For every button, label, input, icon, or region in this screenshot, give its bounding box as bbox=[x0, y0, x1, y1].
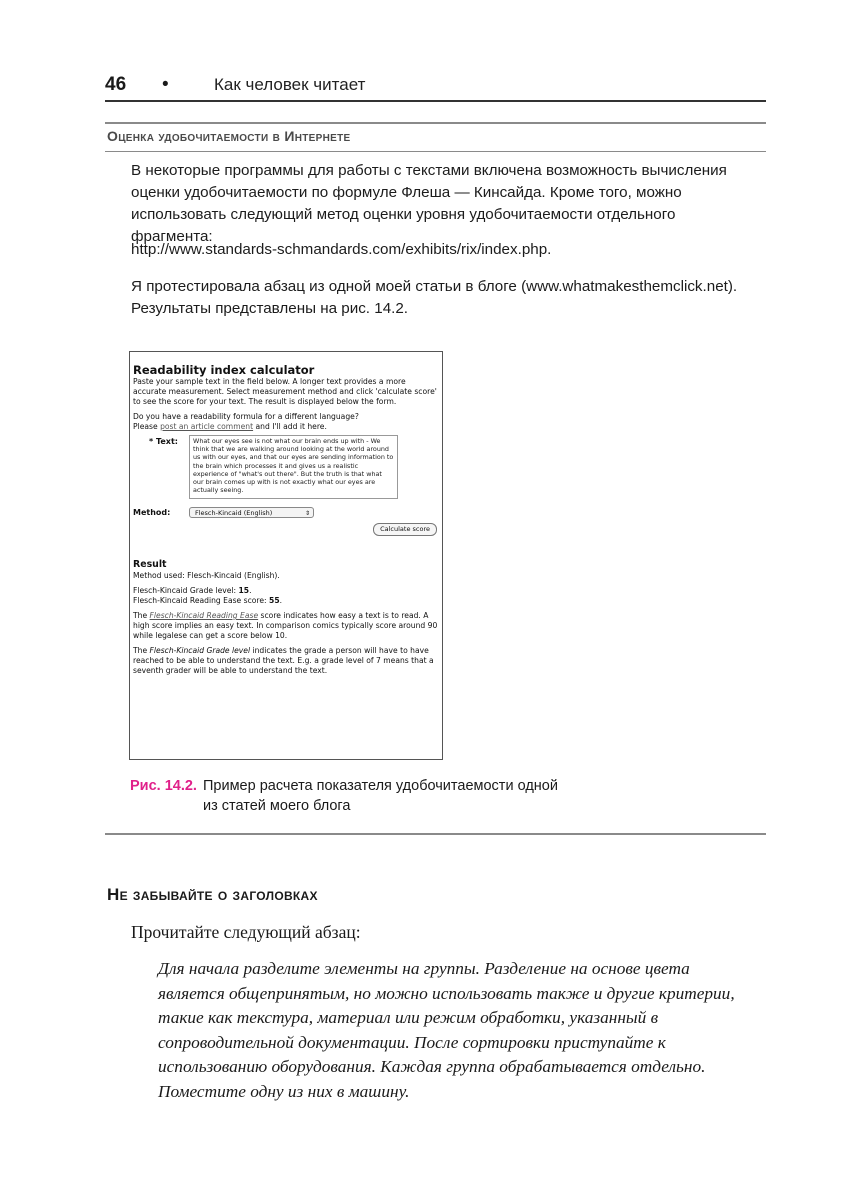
result-heading: Result bbox=[133, 559, 167, 570]
running-header-title: Как человек читает bbox=[214, 75, 366, 94]
reading-ease-explanation: The Flesch-Kincaid Reading Ease score indicates how easy a text is to read. A high score implies an easy text. In comparison comics typically score around 90 while legalese can get a score below 10. bbox=[133, 611, 438, 640]
post-comment-link[interactable]: post an article comment bbox=[160, 422, 254, 431]
sidebar-paragraph: В некоторые программы для работы с текстами включена возможность вычисления оценки удобочитаемости по формуле Флеша — Кинсайда. Кроме того, можно использовать следующий метод оценки уровня удобочитаемости отдельного фрагмента: bbox=[131, 162, 727, 245]
sample-text-area[interactable]: What our eyes see is not what our brain ends up with - We think that we are walking around looking at the world around us with our eyes, and that our eyes are sending information to the brain which processes it and gives us a realistic experience of "what's out there". But the truth is that what our brain comes up with is not exactly what our eyes are actually seeing. bbox=[189, 435, 398, 499]
section-heading: Не забывайте о заголовках bbox=[107, 885, 318, 904]
sidebar-title: Оценка удобочитаемости в Интернете bbox=[107, 128, 351, 144]
method-used: Method used: Flesch-Kincaid (English). bbox=[133, 571, 280, 580]
example-quote: Для начала разделите элементы на группы. Разделение на основе цвета является общепринятым, но можно использовать также и другие критерии, такие как текстура, материал или режим обработки, указанный в сопроводительной документации. После сортировки приступайте к использованию оборудования. Каждая группа обрабатывается отдельно. Поместите одну из них в машину. bbox=[158, 959, 735, 1101]
figure-caption-text: Пример расчета показателя удобочитаемости одной из статей моего блога bbox=[203, 778, 558, 814]
reading-ease-link[interactable]: Flesch-Kincaid Reading Ease bbox=[149, 611, 259, 620]
header-bullet: • bbox=[162, 74, 169, 95]
figure-screenshot bbox=[129, 351, 443, 760]
method-select[interactable]: Flesch-Kincaid (English) ⇕ bbox=[189, 507, 314, 518]
calculate-score-button[interactable]: Calculate score bbox=[373, 523, 437, 536]
page-number: 46 bbox=[105, 74, 127, 95]
language-question: Do you have a readability formula for a different language? Please post an article comment and I'll add it here. bbox=[133, 412, 359, 431]
sidebar-url: http://www.standards-schmandards.com/exhibits/rix/index.php. bbox=[131, 241, 552, 258]
figure-caption-label: Рис. 14.2. bbox=[130, 778, 197, 794]
calculator-heading: Readability index calculator bbox=[133, 363, 315, 377]
sidebar-top-rule bbox=[105, 122, 766, 124]
reading-ease: Flesch-Kincaid Reading Ease score: 55. bbox=[133, 596, 283, 605]
calculator-intro: Paste your sample text in the field below. A longer text provides a more accurate measurement. Select measurement method and click 'calculate score' to see the score for your text. The result is displayed below the form. bbox=[133, 377, 437, 406]
sidebar-paragraph: Я протестировала абзац из одной моей статьи в блоге (www.whatmakesthemclick.net). Результаты представлены на рис. 14.2. bbox=[131, 278, 738, 317]
grade-level-explanation: The Flesch-Kincaid Grade level indicates the grade a person will have to have reached to be able to understand the text. E.g. a grade level of 7 means that a seventh grader will be able to understand the text. bbox=[133, 646, 434, 675]
sidebar-title-rule bbox=[105, 151, 766, 152]
section-lead: Прочитайте следующий абзац: bbox=[131, 922, 361, 942]
grade-level: Flesch-Kincaid Grade level: 15. bbox=[133, 586, 252, 595]
method-label: Method: bbox=[133, 508, 171, 517]
select-arrows-icon: ⇕ bbox=[304, 510, 310, 517]
text-label: * Text: bbox=[149, 437, 178, 446]
header-rule bbox=[105, 100, 766, 102]
sidebar-bottom-rule bbox=[105, 833, 766, 835]
